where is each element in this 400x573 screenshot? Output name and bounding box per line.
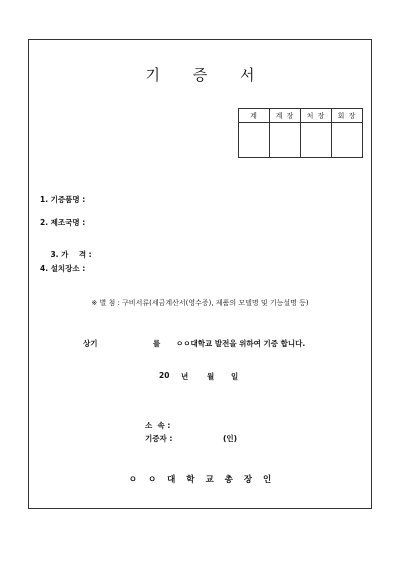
approval-sign-staff[interactable] — [239, 123, 270, 158]
statement-prefix: 상기 — [83, 339, 98, 348]
statement-text: ㅇㅇ대학교 발전을 위하여 기증 합니다. — [176, 339, 306, 348]
document-title: 기 증 서 — [145, 66, 269, 84]
approval-header-chairman: 회 장 — [332, 109, 363, 123]
field-location-label: 4. 설치장소 : — [40, 264, 86, 273]
statement-particle: 를 — [153, 339, 161, 348]
approval-header-director: 처 장 — [301, 109, 332, 123]
field-donated-item-label: 1. 기증품명 : — [40, 195, 86, 204]
field-donated-item — [40, 194, 85, 205]
approval-sign-chairman[interactable] — [332, 123, 363, 158]
approval-header-staff: 계 — [239, 109, 270, 123]
seal-mark: (인) — [223, 434, 238, 443]
approval-sign-director[interactable] — [301, 123, 332, 158]
university-president-seal: ㅇ ㅇ 대 학 교 총 장 인 — [128, 475, 276, 485]
date-year-unit: 년 — [181, 372, 189, 381]
donation-form — [28, 39, 372, 509]
date-day-unit: 일 — [231, 372, 239, 381]
field-country-label: 2. 제조국명 : — [40, 218, 86, 227]
affiliation-label: 소 속 : — [145, 421, 171, 430]
field-location — [40, 263, 85, 274]
approval-header-chief: 계 장 — [270, 109, 301, 123]
date-year-prefix: 20 — [159, 371, 170, 380]
attachment-note: ※ 별 첨 : 구비서류(세금계산서(영수증), 제품의 모델명 및 기능설명 등) — [91, 299, 309, 307]
field-price-label: 3. 가 격 : — [50, 250, 92, 259]
approval-table — [238, 108, 363, 158]
approval-sign-chief[interactable] — [270, 123, 301, 158]
field-country — [40, 217, 85, 228]
date-month-unit: 월 — [207, 372, 215, 381]
donor-label: 기증자 : — [145, 434, 173, 443]
